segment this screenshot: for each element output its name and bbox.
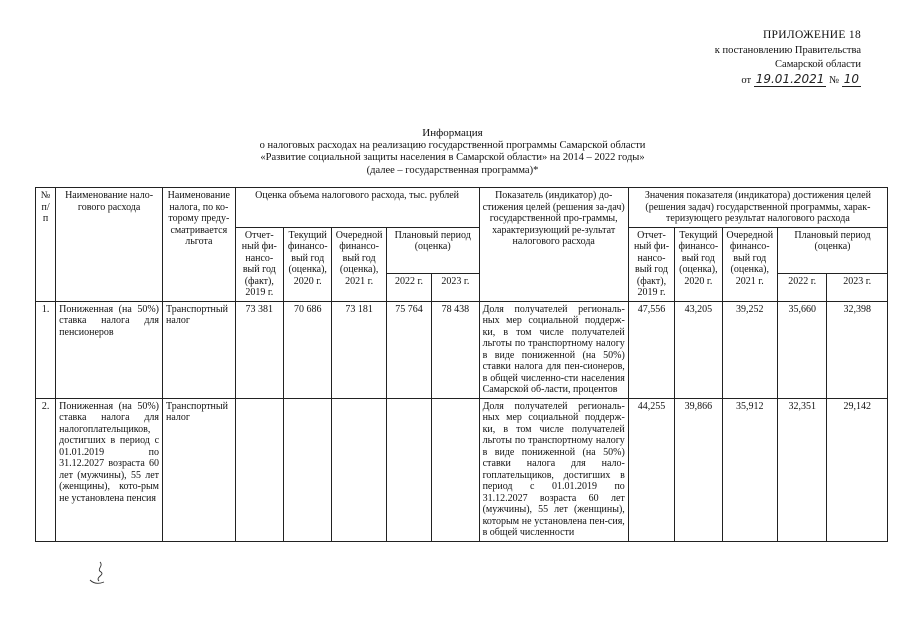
number-prefix: № (829, 75, 840, 86)
row-indicator: Доля получателей региональ-ных мер социальной поддерж-ки, в том числе получателей льготы по транспортному налогу в виде пониженной (на 50%) ставки налога для пен-сионеров, в общей численно-сти населения Самарской об-ласти, процентов (479, 301, 628, 398)
heading-title: Информация (422, 127, 483, 139)
handwritten-date: 19.01.2021 (755, 72, 825, 86)
heading-line-3: (далее – государственная программа)* (366, 164, 539, 176)
col-header-value-2022: 2022 г. (778, 274, 827, 301)
row-value-2021: 35,912 (722, 398, 777, 541)
row-tax-name: Транспортный налог (163, 398, 236, 541)
row-value-2021: 39,252 (722, 301, 777, 398)
row-volume-2019 (235, 398, 283, 541)
date-prefix: от (741, 75, 752, 86)
col-header-volume-2023: 2023 г. (432, 274, 479, 301)
row-num: 1. (36, 301, 56, 398)
row-value-2020: 43,205 (675, 301, 722, 398)
row-volume-2022 (386, 398, 431, 541)
table-row (36, 301, 888, 398)
col-header-volume-plan: Плановый период (оценка) (386, 227, 479, 274)
decree-line (641, 72, 861, 88)
row-expense-name: Пониженная (на 50%) ставка налога для пенсионеров (56, 301, 163, 398)
document-heading (0, 127, 905, 177)
row-num: 2. (36, 398, 56, 541)
row-expense-name: Пониженная (на 50%) ставка налога для налогоплательщиков, достигших в период с 01.01.2019 по 31.12.2027 возраста 60 лет (мужчины), 55 лет (женщины), кото-рым не установлена пенсия (56, 398, 163, 541)
row-value-2023: 29,142 (827, 398, 888, 541)
row-volume-2021 (332, 398, 386, 541)
row-tax-name: Транспортный налог (163, 301, 236, 398)
row-volume-2021: 73 181 (332, 301, 386, 398)
col-header-volume-group: Оценка объема налогового расхода, тыс. рублей (235, 188, 479, 228)
col-header-value-2019: Отчет-ный фи-нансо-вый год (факт), 2019 г. (628, 227, 674, 301)
appendix-block (641, 28, 861, 88)
col-header-value-2021: Очередной финансо-вый год (оценка), 2021 г. (722, 227, 777, 301)
row-value-2020: 39,866 (675, 398, 722, 541)
row-value-2019: 44,255 (628, 398, 674, 541)
row-volume-2023 (432, 398, 479, 541)
row-volume-2022: 75 764 (386, 301, 431, 398)
row-volume-2023: 78 438 (432, 301, 479, 398)
col-header-num: № п/п (36, 188, 56, 302)
col-header-tax-name: Наименование налога, по ко-торому преду-сматривается льгота (163, 188, 236, 302)
col-header-value-2023: 2023 г. (827, 274, 888, 301)
row-volume-2019: 73 381 (235, 301, 283, 398)
row-value-2022: 32,351 (778, 398, 827, 541)
row-volume-2020: 70 686 (284, 301, 332, 398)
col-header-volume-2022: 2022 г. (386, 274, 431, 301)
header-row-1 (36, 188, 888, 228)
handwritten-number: 10 (843, 72, 859, 86)
col-header-values-group: Значения показателя (индикатора) достижения целей (решения задач) государственной программы, харак-теризующего результат налогового расхода (628, 188, 887, 228)
row-value-2023: 32,398 (827, 301, 888, 398)
appendix-title: ПРИЛОЖЕНИЕ 18 (762, 29, 861, 41)
row-value-2022: 35,660 (778, 301, 827, 398)
table-row (36, 398, 888, 541)
appendix-line-2: Самарской области (775, 59, 861, 70)
row-volume-2020 (284, 398, 332, 541)
col-header-indicator: Показатель (индикатор) до-стижения целей (решения за-дач) государственной про-граммы, характеризующий ре-зультат налогового расхода (479, 188, 628, 302)
row-value-2019: 47,556 (628, 301, 674, 398)
col-header-value-plan: Плановый период (оценка) (778, 227, 888, 274)
appendix-line-1: к постановлению Правительства (714, 45, 861, 56)
heading-line-2: «Развитие социальной защиты населения в Самарской области» на 2014 – 2022 годы» (260, 152, 645, 163)
row-indicator: Доля получателей региональ-ных мер социальной поддерж-ки, в том числе получателей льготы по транспортному налогу в виде пониженной (на 50%) ставки налога для нало-гоплательщиков, достигших в период с 01.01.2019 по 31.12.2027 возраста 60 лет (мужчины), 55 лет (женщины), которым не установлена пен-сия, в общей численности (479, 398, 628, 541)
col-header-value-2020: Текущий финансо-вый год (оценка), 2020 г. (675, 227, 722, 301)
tax-expenditure-table (35, 187, 888, 542)
initials-scribble (86, 560, 108, 586)
heading-line-1: о налоговых расходах на реализацию государственной программы Самарской области (259, 139, 646, 151)
col-header-volume-2020: Текущий финансо-вый год (оценка), 2020 г. (284, 227, 332, 301)
col-header-volume-2019: Отчет-ный фи-нансо-вый год (факт), 2019 г. (235, 227, 283, 301)
col-header-expense-name: Наименование нало-гового расхода (56, 188, 163, 302)
col-header-volume-2021: Очередной финансо-вый год (оценка), 2021 г. (332, 227, 386, 301)
